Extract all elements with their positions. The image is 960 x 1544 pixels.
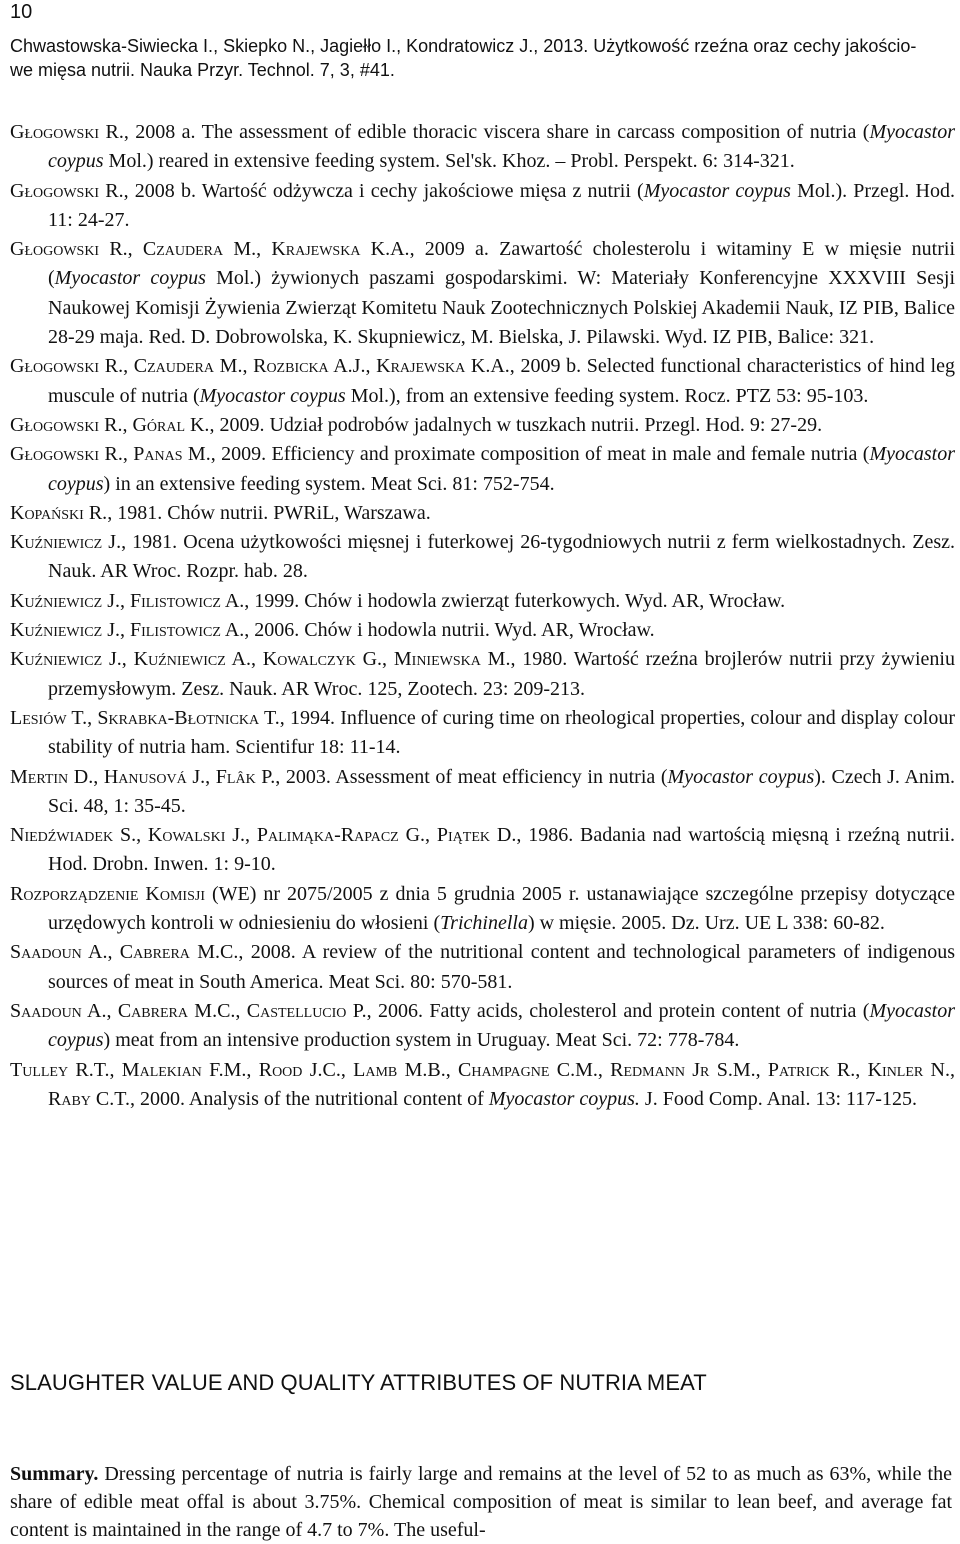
reference-entry [10, 118, 955, 177]
reference-text: , 1980. Wartość rzeźna brojlerów nutrii przy żywieniu przemysłowym. Zesz. Nauk. AR Wroc. 125, Zootech. 23: 209-213. [48, 648, 955, 700]
reference-entry [10, 880, 955, 939]
reference-text: , 1986. Badania nad wartością mięsną i rzeźną nutrii. Hod. Drobn. Inwen. 1: 9-10. [48, 824, 955, 876]
reference-entry [10, 1056, 955, 1115]
reference-authors: Kuźniewicz J., Filistowicz A. [10, 589, 245, 612]
reference-species: Myocastor coypus [643, 179, 791, 202]
reference-entry [10, 528, 955, 587]
citation-header [10, 34, 940, 82]
reference-authors: Niedźwiadek S., Kowalski J., Palimąka-Rapacz G., Piątek D. [10, 824, 517, 847]
reference-authors: Kuźniewicz J., Kuźniewicz A., Kowalczyk G., Miniewska M. [10, 648, 511, 671]
reference-authors: Tulley R.T., Malekian F.M., Rood J.C., Lamb M.B., Champagne C.M., Redmann Jr S.M., Patrick R., Kinler N., Raby C.T. [10, 1058, 955, 1110]
reference-entry [10, 440, 955, 499]
reference-text: ). Czech J. Anim. Sci. 48, 1: 35-45. [48, 765, 955, 817]
reference-authors: Kuźniewicz J. [10, 531, 122, 554]
reference-authors: Kopański R. [10, 501, 108, 524]
reference-text: , 1981. Ocena użytkowości mięsnej i futerkowej 26-tygodniowych nutrii z ferm wielkostadnych. Zesz. Nauk. AR Wroc. Rozpr. hab. 28. [48, 531, 956, 583]
reference-authors: Głogowski R. [10, 121, 124, 143]
reference-text: , 1994. Influence of curing time on rheological properties, colour and display colour stability of nutria ham. Scientifur 18: 11-14. [48, 706, 956, 759]
reference-text: ) w mięsie. 2005. Dz. Urz. UE L 338: 60-82. [527, 912, 885, 935]
reference-entry [10, 177, 955, 236]
reference-authors: Saadoun A., Cabrera M.C. [10, 941, 239, 964]
reference-text: , 2008 b. Wartość odżywcza i cechy jakościowe mięsa z nutrii ( [123, 179, 644, 202]
reference-list [10, 118, 955, 1114]
summary-text: Dressing percentage of nutria is fairly large and remains at the level of 52 to as much as 63%, while the share of edible meat offal is about 3.75%. Chemical composition of meat is similar to lean beef, and average fat content is maintained in the range of 4.7 to 7%. The useful- [10, 1463, 952, 1541]
reference-text: , 2006. Chów i hodowla nutrii. Wyd. AR, Wrocław. [244, 619, 655, 642]
reference-species: Myocastor coypus [54, 267, 206, 290]
reference-authors: Kuźniewicz J., Filistowicz A. [10, 619, 245, 642]
reference-entry [10, 821, 955, 880]
reference-text: ) in an extensive feeding system. Meat Sci. 81: 752-754. [103, 472, 555, 495]
page-number: 10 [10, 1, 33, 23]
reference-text: ) meat from an intensive production system in Uruguay. Meat Sci. 72: 778-784. [103, 1029, 740, 1052]
reference-entry [10, 499, 955, 528]
reference-species: Trichinella [440, 912, 528, 935]
reference-authors: Głogowski R. [10, 179, 124, 202]
reference-text: J. Food Comp. Anal. 13: 117-125. [639, 1087, 917, 1110]
reference-entry [10, 411, 955, 440]
reference-entry [10, 763, 955, 822]
reference-entry [10, 704, 955, 763]
reference-species: Myocastor coypus [48, 999, 955, 1052]
reference-text: , 2009. Efficiency and proximate composition of meat in male and female nutria ( [210, 443, 870, 466]
reference-authors: Głogowski R., Panas M. [10, 443, 211, 466]
reference-text: , 2009 b. Selected functional characteristics of hind leg muscule of nutria ( [48, 355, 955, 407]
reference-species: Myocastor coypus [48, 443, 955, 495]
reference-text: , 2000. Analysis of the nutritional content of [129, 1087, 489, 1110]
reference-text: , 2006. Fatty acids, cholesterol and protein content of nutria ( [366, 999, 870, 1022]
reference-authors: Mertin D., Hanusová J., Flâk P. [10, 765, 276, 788]
reference-text: , 2009. Udział podrobów jadalnych w tuszkach nutrii. Przegl. Hod. 9: 27-29. [209, 413, 823, 436]
reference-text: Mol.), from an extensive feeding system. Rocz. PTZ 53: 95-103. [345, 384, 869, 407]
reference-text: , 1981. Chów nutrii. PWRiL, Warszawa. [107, 501, 431, 524]
reference-entry [10, 235, 955, 352]
citation-line: Chwastowska-Siwiecka I., Skiepko N., Jagiełło I., Kondratowicz J., 2013. Użytkowość rzeźna oraz cechy jakościo- [10, 36, 917, 56]
reference-entry [10, 352, 955, 411]
reference-authors: Lesiów T., Skrabka-Błotnicka T. [10, 706, 280, 729]
reference-text: , 2008. A review of the nutritional content and technological parameters of indigenous sources of meat in South America. Meat Sci. 80: 570-581. [48, 941, 955, 993]
english-title: SLAUGHTER VALUE AND QUALITY ATTRIBUTES OF NUTRIA MEAT [10, 1370, 707, 1395]
reference-text: , 2008 a. The assessment of edible thoracic viscera share in carcass composition of nutria ( [123, 121, 870, 143]
reference-species: Myocastor coypus [667, 765, 815, 788]
reference-text: (WE) nr 2075/2005 z dnia 5 grudnia 2005 r. ustanawiające szczególne przepisy dotyczące urzędowych kontroli w odniesieniu do włosieni ( [48, 882, 956, 935]
reference-species: Myocastor coypus [48, 121, 955, 173]
reference-authors: Głogowski R., Czaudera M., Krajewska K.A. [10, 238, 410, 261]
reference-authors: Głogowski R., Czaudera M., Rozbicka A.J., Krajewska K.A. [10, 355, 510, 378]
reference-authors: Saadoun A., Cabrera M.C., Castellucio P. [10, 999, 367, 1022]
reference-text: Mol.). Przegl. Hod. 11: 24-27. [48, 179, 955, 231]
summary-label: Summary. [10, 1463, 99, 1485]
reference-text: , 2009 a. Zawartość cholesterolu i witaminy E w mięsie nutrii ( [48, 238, 955, 290]
citation-line: we mięsa nutrii. Nauka Przyr. Technol. 7, 3, #41. [10, 60, 395, 80]
reference-species: Myocastor coypus. [488, 1087, 640, 1110]
summary-paragraph [10, 1460, 952, 1544]
reference-entry [10, 938, 955, 997]
reference-authors: Głogowski R., Góral K. [10, 413, 210, 436]
reference-text: Mol.) żywionych paszami gospodarskimi. W: Materiały Konferencyjne XXXVIII Sesji Naukowej Komisji Żywienia Zwierząt Komitetu Nauk Zootechnicznych Polskiej Akademii Nauk, IZ PIB, Balice 28-29 maja. Red. D. Dobrowolska, K. Skupniewicz, M. Bielska, J. Pilawski. Wyd. IZ PIB, Balice: 321. [48, 267, 956, 349]
reference-entry [10, 587, 955, 616]
reference-species: Myocastor coypus [199, 384, 346, 407]
reference-text: , 2003. Assessment of meat efficiency in nutria ( [275, 765, 668, 788]
reference-entry [10, 616, 955, 645]
reference-text: Mol.) reared in extensive feeding system. Sel'sk. Khoz. – Probl. Perspekt. 6: 314-321. [103, 150, 795, 173]
reference-authors: Rozporządzenie Komisji [10, 882, 205, 905]
reference-entry [10, 997, 955, 1056]
reference-text: , 1999. Chów i hodowla zwierząt futerkowych. Wyd. AR, Wrocław. [244, 589, 786, 612]
reference-entry [10, 645, 955, 704]
